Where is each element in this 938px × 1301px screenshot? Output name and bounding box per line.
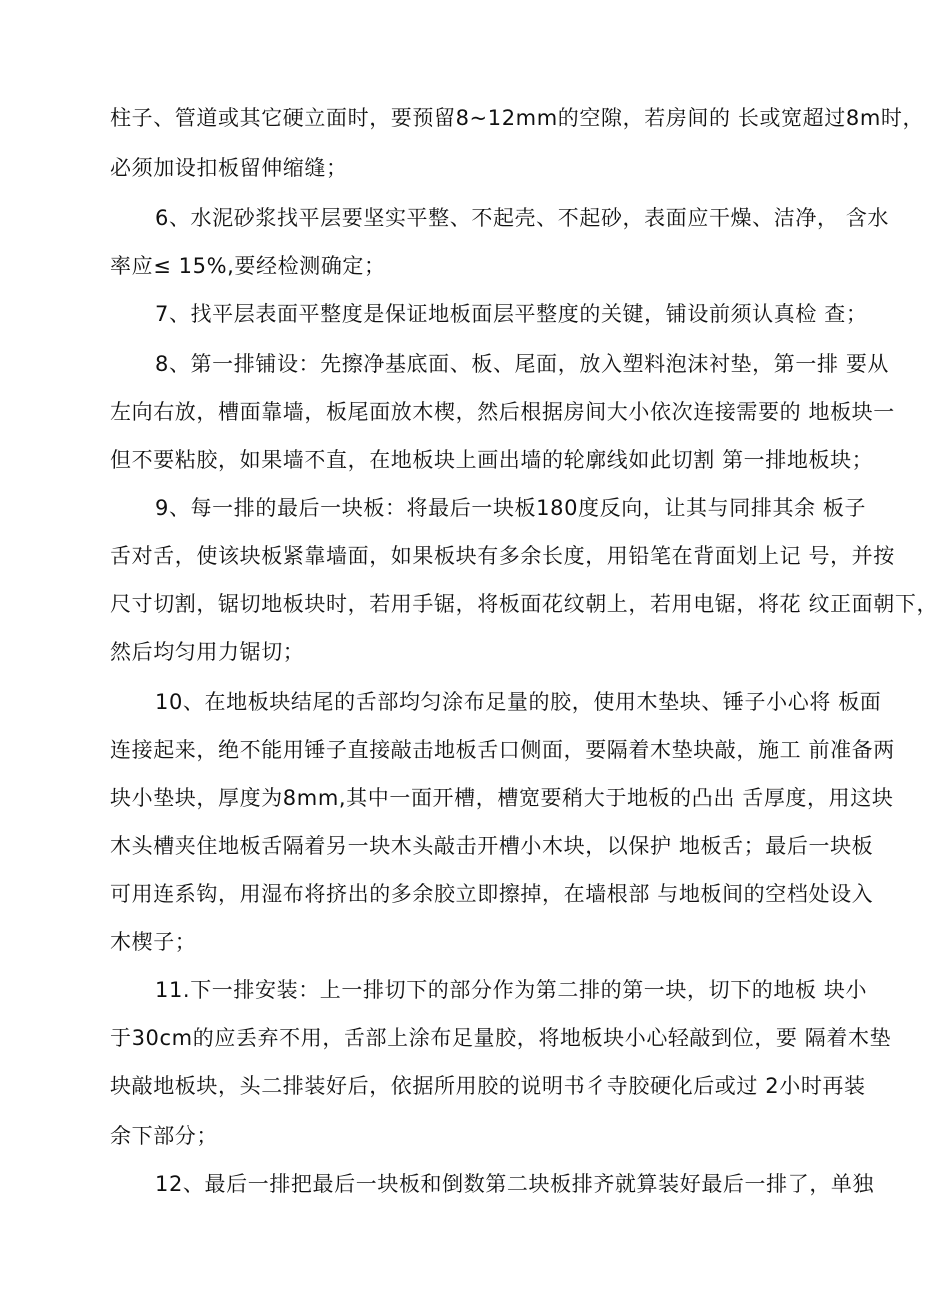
text-line: 但不要粘胶，如果墙不直，在地板块上画出墙的轮廓线如此切割 第一排地板块；	[110, 448, 874, 472]
text-line: 木头槽夹住地板舌隔着另一块木头敲击开槽小木块，以保护 地板舌；最后一块板	[110, 834, 874, 858]
text-line: 于30cm的应丢弃不用，舌部上涂布足量胶，将地板块小心轻敲到位，要 隔着木垫	[110, 1026, 892, 1050]
text-line: 块敲地板块，头二排装好后，依据所用胶的说明书彳寺胶硬化后或过 2小时再装	[110, 1074, 866, 1098]
text-line: 可用连系钩，用湿布将挤出的多余胶立即擦掉，在墙根部 与地板间的空档处设入	[110, 882, 874, 906]
text-line: 舌对舌，使该块板紧靠墙面，如果板块有多余长度，用铅笔在背面划上记 号，并按	[110, 544, 895, 568]
paragraph-9-start: 9、每一排的最后一块板：将最后一块板180度反向，让其与同排其余 板子	[155, 496, 867, 520]
paragraph-10-start: 10、在地板块结尾的舌部均匀涂布足量的胶，使用木垫块、锤子小心将 板面	[155, 690, 882, 714]
paragraph-6-start: 6、水泥砂浆找平层要坚实平整、不起壳、不起砂，表面应干燥、洁净， 含水	[155, 206, 890, 230]
paragraph-7-start: 7、找平层表面平整度是保证地板面层平整度的关键，铺设前须认真检 查；	[155, 302, 868, 326]
text-line: 木楔子；	[110, 930, 197, 954]
text-line: 柱子、管道或其它硬立面时，要预留8~12mm的空隙，若房间的 长或宽超过8m时，	[110, 106, 925, 130]
paragraph-11-start: 11.下一排安装：上一排切下的部分作为第二排的第一块，切下的地板 块小	[155, 978, 868, 1002]
text-line: 然后均匀用力锯切；	[110, 640, 305, 664]
text-line: 块小垫块，厚度为8mm,其中一面开槽，槽宽要稍大于地板的凸出 舌厚度，用这块	[110, 786, 894, 810]
text-line: 左向右放，槽面靠墙，板尾面放木楔，然后根据房间大小依次连接需要的 地板块一	[110, 400, 895, 424]
paragraph-12-start: 12、最后一排把最后一块板和倒数第二块板排齐就算装好最后一排了，单独	[155, 1172, 875, 1196]
text-line: 必须加设扣板留伸缩缝；	[110, 156, 348, 180]
text-line: 余下部分；	[110, 1124, 218, 1148]
paragraph-8-start: 8、第一排铺设：先擦净基底面、板、尾面，放入塑料泡沫衬垫，第一排 要从	[155, 352, 890, 376]
text-line: 连接起来，绝不能用锤子直接敲击地板舌口侧面，要隔着木垫块敲，施工 前准备两	[110, 738, 895, 762]
text-line: 尺寸切割，锯切地板块时，若用手锯，将板面花纹朝上，若用电锯，将花 纹正面朝下，	[110, 592, 938, 616]
text-line: 率应≤ 15%,要经检测确定；	[110, 254, 386, 278]
